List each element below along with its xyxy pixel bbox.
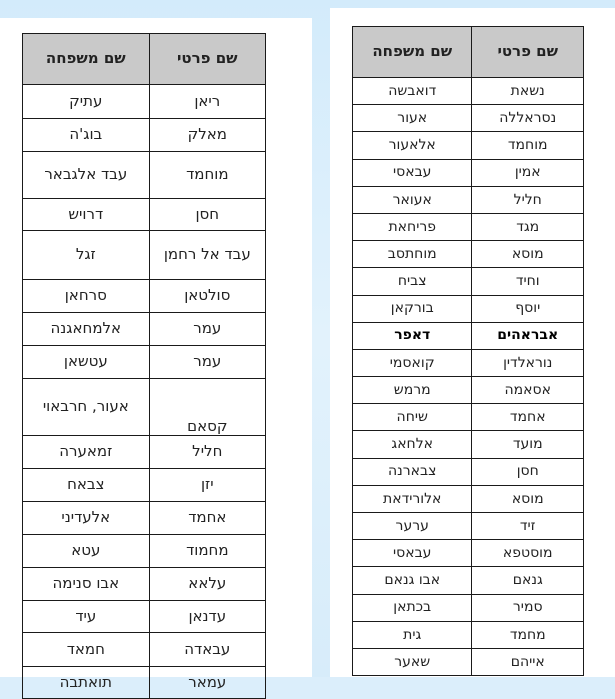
last-name-cell: עבד אלגבאר [23, 152, 150, 199]
last-name-cell: מרמש [353, 377, 472, 404]
first-name-cell: עמאר [149, 667, 265, 699]
last-name-cell: מוחתסב [353, 241, 472, 268]
first-name-cell: יזן [149, 469, 265, 502]
last-name-cell: אעור [353, 105, 472, 132]
last-name-cell: עבאסי [353, 540, 472, 567]
first-name-cell: אבראהים [472, 322, 584, 349]
table-row [353, 404, 584, 431]
table-row [23, 152, 266, 199]
table-row [353, 268, 584, 295]
first-name-cell: עבד אל רחמן [149, 231, 265, 280]
table-row [23, 568, 266, 601]
first-name-cell: מחמוד [149, 535, 265, 568]
first-name-cell: מוסא [472, 241, 584, 268]
last-name-cell: זמאערה [23, 436, 150, 469]
last-name-cell: שיחה [353, 404, 472, 431]
table-row [353, 377, 584, 404]
first-name-cell: נסראללה [472, 105, 584, 132]
first-name-cell: עדנאן [149, 601, 265, 633]
last-name-cell: דרויש [23, 199, 150, 231]
table-row [353, 78, 584, 105]
first-name-cell: אחמד [472, 404, 584, 431]
table-row [23, 535, 266, 568]
table-row [23, 119, 266, 152]
table-row [353, 594, 584, 621]
last-name-cell: שאער [353, 648, 472, 675]
last-name-cell: עיד [23, 601, 150, 633]
left-table-body [23, 85, 266, 699]
right-table-header-row [353, 27, 584, 78]
table-row [353, 513, 584, 540]
last-name-cell: צבארנה [353, 458, 472, 485]
first-name-cell: אמין [472, 159, 584, 186]
first-name-cell: מוסטפא [472, 540, 584, 567]
left-table-header-row [23, 34, 266, 85]
first-name-cell: עמר [149, 346, 265, 379]
table-row [353, 241, 584, 268]
table-row [23, 85, 266, 119]
first-name-cell: גנאם [472, 567, 584, 594]
table-row [23, 469, 266, 502]
first-name-cell: אחמד [149, 502, 265, 535]
table-row [353, 322, 584, 349]
last-name-cell: עבאסי [353, 159, 472, 186]
right-names-table [352, 26, 584, 676]
table-row [353, 458, 584, 485]
last-name-cell: עטשאן [23, 346, 150, 379]
table-row [353, 431, 584, 458]
table-row [23, 199, 266, 231]
first-name-header: שם פרטי [472, 27, 584, 78]
last-name-cell: אלמחאגנה [23, 313, 150, 346]
first-name-cell: מועד [472, 431, 584, 458]
table-row [23, 280, 266, 313]
first-name-cell: וחיד [472, 268, 584, 295]
last-name-cell: בורקאן [353, 295, 472, 322]
first-name-cell: סולטאן [149, 280, 265, 313]
table-row [23, 601, 266, 633]
table-row [23, 346, 266, 379]
table-row [353, 621, 584, 648]
first-name-cell: עלאא [149, 568, 265, 601]
table-row [23, 436, 266, 469]
last-name-cell: זגל [23, 231, 150, 280]
first-name-cell: חליל [149, 436, 265, 469]
last-name-header: שם משפחה [23, 34, 150, 85]
first-name-cell: מוסא [472, 485, 584, 512]
first-name-cell: מגד [472, 213, 584, 240]
last-name-cell: אלחאג [353, 431, 472, 458]
first-name-cell: אסאמה [472, 377, 584, 404]
first-name-cell: מוחמד [149, 152, 265, 199]
last-name-cell: אעואר [353, 186, 472, 213]
last-name-cell: עתיק [23, 85, 150, 119]
first-name-cell: נוראלדין [472, 349, 584, 376]
last-name-cell: אלאעור [353, 132, 472, 159]
first-name-cell: עמר [149, 313, 265, 346]
first-name-cell: חסן [472, 458, 584, 485]
last-name-header: שם משפחה [353, 27, 472, 78]
last-name-cell: אבו גנאם [353, 567, 472, 594]
table-row [23, 379, 266, 436]
first-name-cell: מחמד [472, 621, 584, 648]
table-row [353, 186, 584, 213]
first-name-cell: קסאם [149, 379, 265, 436]
table-row [353, 567, 584, 594]
first-name-cell: מוחמד [472, 132, 584, 159]
first-name-cell: יוסף [472, 295, 584, 322]
last-name-cell: אעור, חרבאוי [23, 379, 150, 436]
last-name-cell: קואסמי [353, 349, 472, 376]
first-name-cell: סמיר [472, 594, 584, 621]
last-name-cell: ערער [353, 513, 472, 540]
first-name-header: שם פרטי [149, 34, 265, 85]
last-name-cell: סרחאן [23, 280, 150, 313]
table-row [353, 648, 584, 675]
last-name-cell: פריחאת [353, 213, 472, 240]
right-table-body [353, 78, 584, 676]
left-names-table [22, 33, 266, 699]
table-row [353, 213, 584, 240]
first-name-cell: ריאן [149, 85, 265, 119]
table-row [353, 540, 584, 567]
last-name-cell: עטא [23, 535, 150, 568]
first-name-cell: מאלק [149, 119, 265, 152]
last-name-cell: תואתבה [23, 667, 150, 699]
last-name-cell: דאפר [353, 322, 472, 349]
table-row [23, 667, 266, 699]
table-row [353, 159, 584, 186]
table-row [23, 313, 266, 346]
table-row [353, 349, 584, 376]
table-row [23, 502, 266, 535]
last-name-cell: אבו סנימה [23, 568, 150, 601]
last-name-cell: בוג'ה [23, 119, 150, 152]
last-name-cell: בכתאן [353, 594, 472, 621]
first-name-cell: זיד [472, 513, 584, 540]
last-name-cell: אלורידאת [353, 485, 472, 512]
last-name-cell: חמאד [23, 633, 150, 667]
first-name-cell: עבאדה [149, 633, 265, 667]
table-row [353, 132, 584, 159]
first-name-cell: חליל [472, 186, 584, 213]
table-row [23, 633, 266, 667]
last-name-cell: דואבשה [353, 78, 472, 105]
table-row [353, 485, 584, 512]
first-name-cell: חסן [149, 199, 265, 231]
first-name-cell: נשאת [472, 78, 584, 105]
last-name-cell: צביח [353, 268, 472, 295]
last-name-cell: אלעדיני [23, 502, 150, 535]
first-name-cell: אייהם [472, 648, 584, 675]
table-row [353, 295, 584, 322]
table-row [23, 231, 266, 280]
table-row [353, 105, 584, 132]
last-name-cell: גית [353, 621, 472, 648]
last-name-cell: צבאח [23, 469, 150, 502]
